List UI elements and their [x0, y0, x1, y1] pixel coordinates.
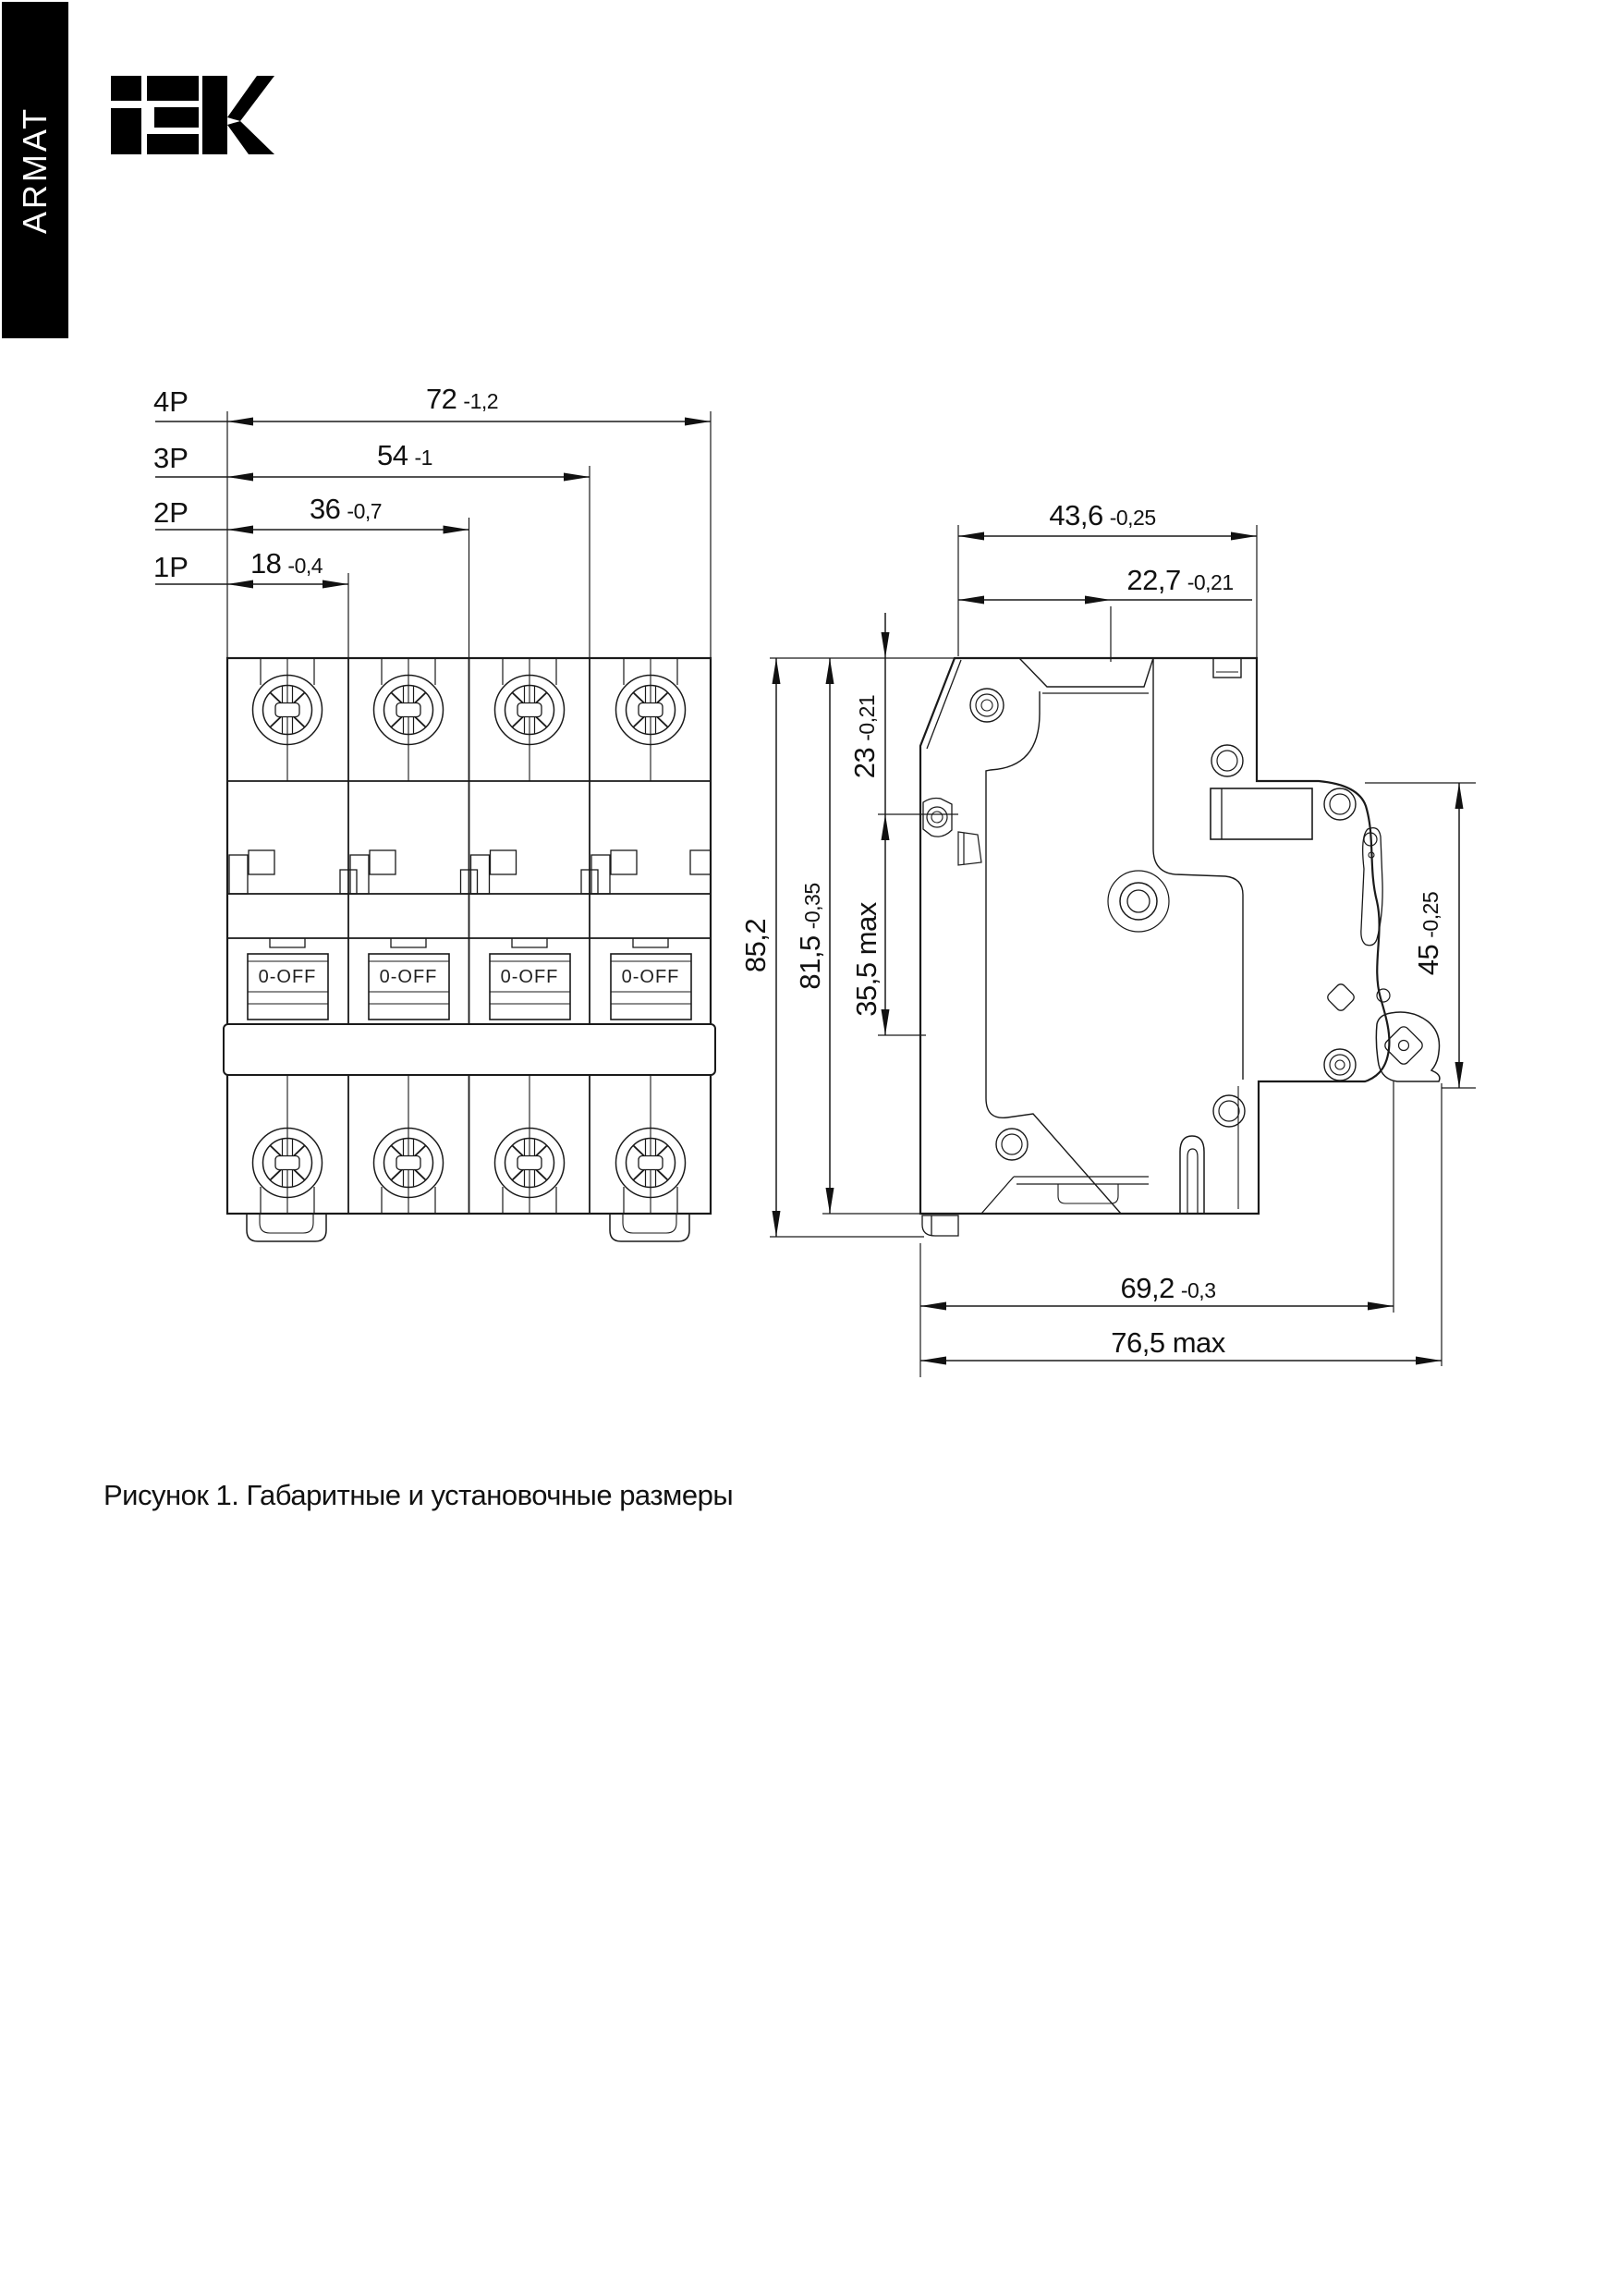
pole-label-3p: 3P: [153, 442, 189, 474]
dim-width-1p-value: 18: [250, 547, 282, 580]
dim-depth-top-value: 43,6: [1049, 499, 1103, 531]
front-view-drawing: [155, 411, 715, 1241]
dim-handle-center-tol: -0,21: [1187, 570, 1234, 594]
figure-caption: Рисунок 1. Габаритные и установочные размеры: [103, 1479, 734, 1511]
dim-width-4p-value: 72: [425, 383, 457, 415]
handle-label-4: 0-OFF: [621, 967, 680, 987]
handle-label-3: 0-OFF: [500, 967, 559, 987]
handle-label-1: 0-OFF: [258, 967, 317, 987]
dim-width-3p-value: 54: [377, 439, 408, 471]
dim-din-rail: [1412, 892, 1445, 975]
dim-depth-rail: [1121, 1272, 1216, 1305]
dim-depth-top: [1049, 499, 1155, 532]
side-view-drawing: [920, 658, 1440, 1236]
dim-din-rail-tol: -0,25: [1418, 891, 1442, 938]
front-mid-tabs: [229, 850, 711, 894]
dim-face-length-value: 35,5 max: [850, 902, 883, 1017]
dim-width-4p: [426, 383, 498, 416]
dim-width-1p: [250, 547, 323, 580]
dim-face-length: [850, 902, 883, 1017]
dim-top-to-face: [848, 695, 882, 778]
dim-width-3p: [377, 439, 432, 472]
dim-depth-max-value: 76,5 max: [1111, 1326, 1225, 1359]
dim-din-rail-value: 45: [1412, 944, 1444, 976]
armat-label: ARMAT: [16, 105, 54, 235]
dim-top-to-face-value: 23: [848, 747, 881, 779]
dim-width-2p-value: 36: [309, 493, 341, 525]
dim-handle-center-value: 22,7: [1126, 564, 1181, 596]
dim-depth-top-tol: -0,25: [1109, 506, 1156, 530]
dim-width-3p-tol: -1: [414, 446, 432, 470]
dim-width-2p-tol: -0,7: [347, 499, 383, 523]
dim-height-body-value: 81,5: [794, 935, 826, 990]
handle-label-2: 0-OFF: [379, 967, 438, 987]
pole-label-2p: 2P: [153, 496, 189, 529]
dim-width-1p-tol: -0,4: [287, 554, 323, 578]
pole-label-4p: 4P: [153, 385, 189, 418]
dim-top-to-face-tol: -0,21: [855, 694, 879, 741]
dim-depth-rail-value: 69,2: [1120, 1272, 1175, 1304]
dim-height-total: [739, 919, 773, 972]
front-din-clips: [247, 1214, 689, 1241]
dim-width-2p: [310, 493, 382, 526]
dim-height-body: [794, 883, 827, 989]
dim-height-total-value: 85,2: [739, 918, 772, 973]
dim-depth-max: [1111, 1326, 1225, 1360]
dimension-arrows: [227, 418, 1464, 1365]
dim-width-4p-tol: -1,2: [463, 389, 499, 413]
dim-height-body-tol: -0,35: [800, 883, 824, 930]
dim-depth-rail-tol: -0,3: [1180, 1278, 1216, 1302]
pole-label-1p: 1P: [153, 551, 189, 583]
dim-handle-center: [1126, 564, 1233, 597]
